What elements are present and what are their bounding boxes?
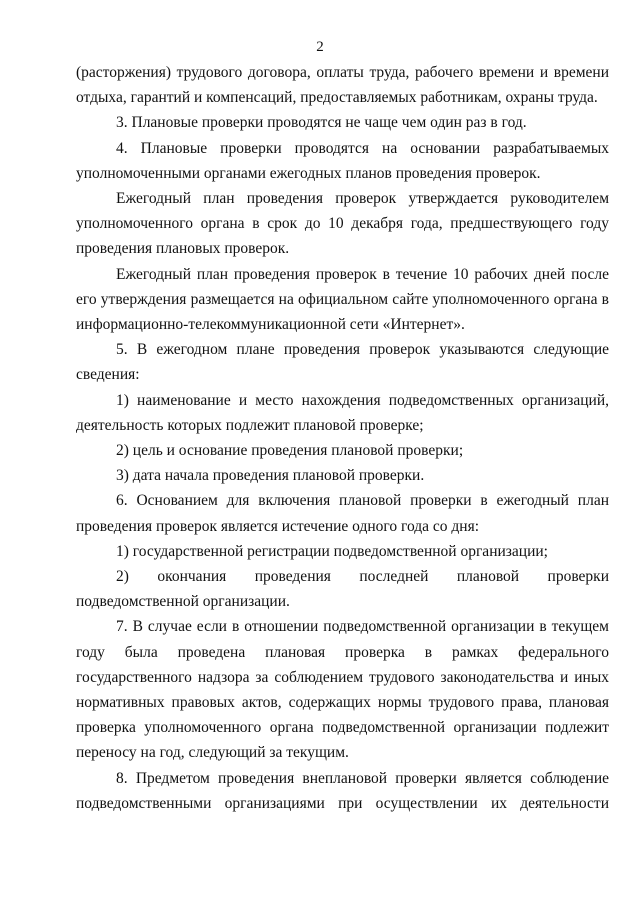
page-number: 2: [316, 39, 324, 55]
paragraph-annual-plan-approval: Ежегодный план проведения проверок утверждается руководителем уполномоченного органа в срок до 10 декабря года, предшествующего году проведения плановых проверок.: [76, 190, 609, 258]
paragraph-item-5: 5. В ежегодном плане проведения проверок указываются следующие сведения:: [76, 341, 609, 384]
paragraph-item-6: 6. Основанием для включения плановой проверки в ежегодный план проведения проверок является истечение одного года со дня:: [76, 492, 609, 535]
paragraph-item-4: 4. Плановые проверки проводятся на основании разрабатываемых уполномоченными органами ежегодных планов проведения проверок.: [76, 139, 609, 182]
list-item-6-1: 1) государственной регистрации подведомственной организации;: [116, 542, 548, 560]
list-item-5-1: 1) наименование и место нахождения подведомственных организаций, деятельность которых подлежит плановой проверке;: [76, 391, 609, 434]
list-item-5-2: 2) цель и основание проведения плановой проверки;: [116, 442, 464, 460]
list-item-5-3: 3) дата начала проведения плановой проверки.: [116, 467, 425, 485]
paragraph-item-3: 3. Плановые проверки проводятся не чаще чем один раз в год.: [116, 114, 527, 132]
list-item-6-2: 2) окончания проведения последней плановой проверки подведомственной организации.: [76, 568, 609, 611]
paragraph-continuation: (расторжения) трудового договора, оплаты труда, рабочего времени и времени отдыха, гарантий и компенсаций, предоставляемых работникам, охраны труда.: [76, 64, 609, 107]
document-body: [76, 60, 609, 816]
paragraph-item-7: 7. В случае если в отношении подведомственной организации в текущем году была проведена плановая проверка в рамках федерального государственного надзора за соблюдением трудового законодательства и иных нормативных правовых актов, содержащих нормы трудового права, плановая проверка уполномоченного органа подведомственной организации подлежит переносу на год, следующий за текущим.: [76, 618, 609, 762]
paragraph-annual-plan-publication: Ежегодный план проведения проверок в течение 10 рабочих дней после его утверждения размещается на официальном сайте уполномоченного органа в информационно-телекоммуникационной сети «Интернет».: [76, 265, 609, 334]
paragraph-item-8: 8. Предметом проведения внеплановой проверки является соблюдение подведомственными организациями при осуществлении их деятельности: [76, 769, 609, 812]
